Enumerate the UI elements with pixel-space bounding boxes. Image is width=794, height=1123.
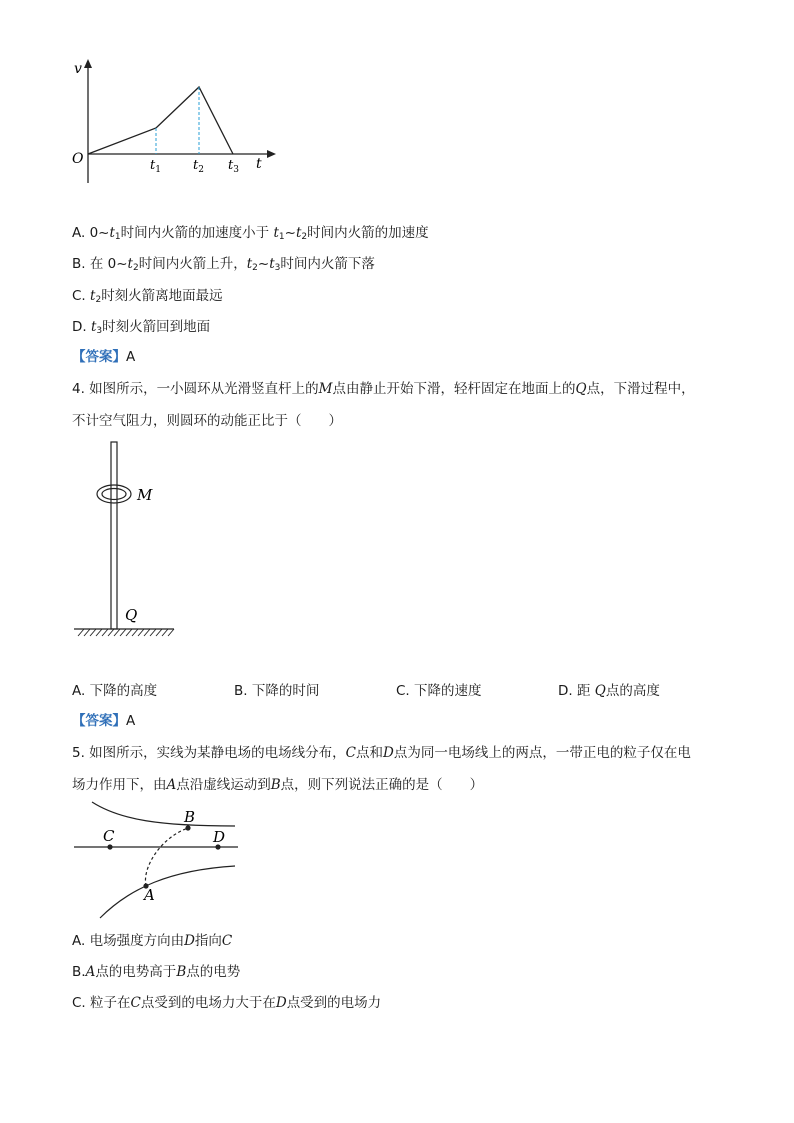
q4-stem-line-1: 4. 如图所示，一小圆环从光滑竖直杆上的M点由静止开始下滑，轻杆固定在地面上的Q点，下滑过程中， <box>72 381 695 397</box>
velocity-time-graph <box>60 55 280 190</box>
t-axis-arrow <box>267 150 276 158</box>
t2-label: $t_2$ <box>193 158 204 175</box>
ring-on-rod-figure <box>70 440 190 645</box>
lower-field-line <box>100 866 235 918</box>
ground-hatching <box>78 629 174 636</box>
q3-answer: 【答案】A <box>72 349 136 365</box>
label-m: M <box>137 486 153 504</box>
v-axis-arrow <box>84 59 92 68</box>
q5-stem-line-2: 场力作用下，由A点沿虚线运动到B点，则下列说法正确的是（ ） <box>72 777 484 793</box>
q3-option-a: A. $0\sim t_1$时间内火箭的加速度小于 $t_1\sim t_2$时间内火箭的加速度 <box>72 225 429 242</box>
electric-field-figure <box>70 798 245 923</box>
label-a: A <box>144 886 155 904</box>
upper-field-line <box>92 802 235 826</box>
q4-option-b: B. 下降的时间 <box>234 683 320 699</box>
label-b: B <box>184 808 196 826</box>
q3-option-d: D. $t_3$时刻火箭回到地面 <box>72 319 211 336</box>
label-q: Q <box>125 606 138 624</box>
q5-option-a: A. 电场强度方向由D指向C <box>72 933 233 949</box>
q3-option-c: C. $t_2$时刻火箭离地面最远 <box>72 288 223 305</box>
origin-label: O <box>72 151 84 167</box>
label-d: D <box>213 828 226 846</box>
velocity-curve <box>88 87 233 154</box>
q4-answer: 【答案】A <box>72 713 136 729</box>
t1-label: $t_1$ <box>150 158 161 175</box>
t3-label: $t_3$ <box>228 158 239 175</box>
q3-option-b: B. 在 $0\sim t_2$时间内火箭上升，$t_2\sim t_3$时间内火箭下落 <box>72 256 375 273</box>
q4-option-c: C. 下降的速度 <box>396 683 482 699</box>
q5-stem-line-1: 5. 如图所示，实线为某静电场的电场线分布，C点和D点为同一电场线上的两点，一带正电的粒子仅在电 <box>72 745 691 761</box>
t-axis-label: t <box>256 156 262 172</box>
label-c: C <box>103 827 115 845</box>
point-c <box>107 844 112 849</box>
q4-option-a: A. 下降的高度 <box>72 683 158 699</box>
vertical-rod <box>111 442 117 629</box>
v-axis-label: v <box>74 61 82 77</box>
q5-option-b: B.A点的电势高于B点的电势 <box>72 964 241 980</box>
q5-option-c: C. 粒子在C点受到的电场力大于在D点受到的电场力 <box>72 995 382 1011</box>
q4-stem-line-2: 不计空气阻力，则圆环的动能正比于（ ） <box>72 413 342 429</box>
q4-option-d: D. 距 Q点的高度 <box>558 683 660 699</box>
point-b <box>185 825 190 830</box>
